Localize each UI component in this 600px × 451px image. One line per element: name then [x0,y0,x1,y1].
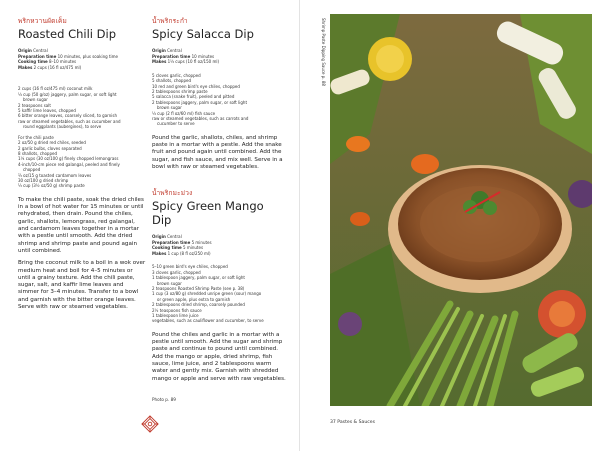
recipe-title: Roasted Chili Dip [18,27,116,41]
method-paragraph: Pound the chiles and garlic in a mortar with a pestle until smooth. Add the sugar and shrimp paste and continue to pound until combined. Add the mango or apple, dried shrimp, fish sauce, lime juice, and 2 tablespoons warm water and gently mix. Garnish with shredded mango or apple and serve with raw vegetables. [152,331,286,382]
recipe-spicy-salacca-dip [152,16,286,171]
method-paragraph: To make the chili paste, soak the dried chiles in a bowl of hot water for 15 minutes or until rehydrated, then drain. Pound the chiles, garlic, shallots, lemongrass, red galangal, and cardamom leaves together in a mortar with a pestle until smooth. Add the dried shrimp and shrimp paste and pound again until combined. [18,196,144,254]
photo-reference: Photo p. 89 [152,397,176,402]
recipe-spicy-green-mango-dip [152,188,286,383]
method-paragraph: Bring the coconut milk to a boil in a wok over medium heat and boil for 4–5 minutes or until a grainy texture. Add the chili paste, sugar, salt, and kaffir lime leaves and simmer for 3–4 minutes. Transfer to a bowl and garnish with the bitter orange leaves. Serve with raw or steamed vegetables. [18,260,146,311]
page-footer: 37 Pastes & Sauces [330,420,375,425]
recipe-meta: Origin Central Preparation time 10 minutes, plus soaking time Cooking time 8–10 minutes Makes 2 cups (16 fl oz/475 ml) [18,48,119,70]
photo-caption: Shrimp Paste Dipping Sauce p. 88 [321,18,326,86]
recipe-thai-title: น้ำพริกมะม่วง [152,189,193,197]
recipe-meta: Origin Central Preparation time 5 minutes Cooking time 5 minutes Makes 1 cup (8 fl oz/250 ml) [152,234,212,256]
ingredient-list: 5 cloves garlic, chopped 5 shallots, chopped 10 red and green bird's eye chiles, chopped 2 tablespoons shrimp paste 5 salacca (snake fruit), peeled and pitted 2 tablespoons jaggery, palm sugar, or soft light brown sugar ¼ cup (2 fl oz/60 ml) fish sauce raw or steamed vegetables, such as carrots and cucumber to serve [152,72,249,127]
recipe-roasted-chili-dip [18,16,146,311]
recipe-thai-title: พริกหวานผัดเค็ม [18,17,68,25]
recipe-title: Spicy Green Mango Dip [152,199,264,227]
chili-paste-label: For the chili paste [18,134,54,140]
chili-paste-list: 2 oz/50 g dried red chiles, seeded 2 garlic bulbs, cloves separated 8 shallots, chopped 1¼ cups (30 oz/100 g) finely chopped lemongrass 4-inch/10-cm piece red galangal, peeled and finely chopped ⅔ oz/15 g toasted cardamom leaves 30 oz/100 g dried shrimp ⅓ cup (3½ oz/50 g) shrimp paste [18,140,120,189]
method-paragraph: Pound the garlic, shallots, chiles, and shrimp paste in a mortar with a pestle. Add the snake fruit and pound again until combined. Add the sugar, and fish sauce, and mix well. Serve in a bowl with raw or steamed vegetables. [152,134,283,171]
recipe-title: Spicy Salacca Dip [152,27,254,41]
ornament-icon [141,415,159,433]
recipe-thai-title: น้ำพริกระกำ [152,17,188,25]
ingredient-list: 5–10 green bird's eye chiles, chopped 3 cloves garlic, chopped 1 tablespoon jaggery, palm sugar, or soft light brown sugar 2 teaspoons Roasted Shrimp Paste (see p. 38) 1 cup (3 oz/80 g) shredded unripe green (sour) mango or green apple, plus extra to garnish 2 tablespoons dried shrimp, coarsely pounded 2½ teaspoons fish sauce 1 tablespoon lime juice vegetables, such as cauliflower and cucumber, to serve [152,264,264,324]
food-photo-image [330,14,592,406]
ingredient-list: 2 cups (16 fl oz/475 ml) coconut milk ¼ cup (50 g/oz) jaggery, palm sugar, or soft light brown sugar 2 teaspoons salt 5 kaffir lime leaves, chopped 6 bitter orange leaves, coarsely sliced, to garnish raw or steamed vegetables, such as cucumber and round eggplants (aubergines), to serve [18,86,121,130]
recipe-meta: Origin Central Preparation time 10 minutes Makes 1¼ cups (10 fl oz/150 ml) [152,48,220,65]
